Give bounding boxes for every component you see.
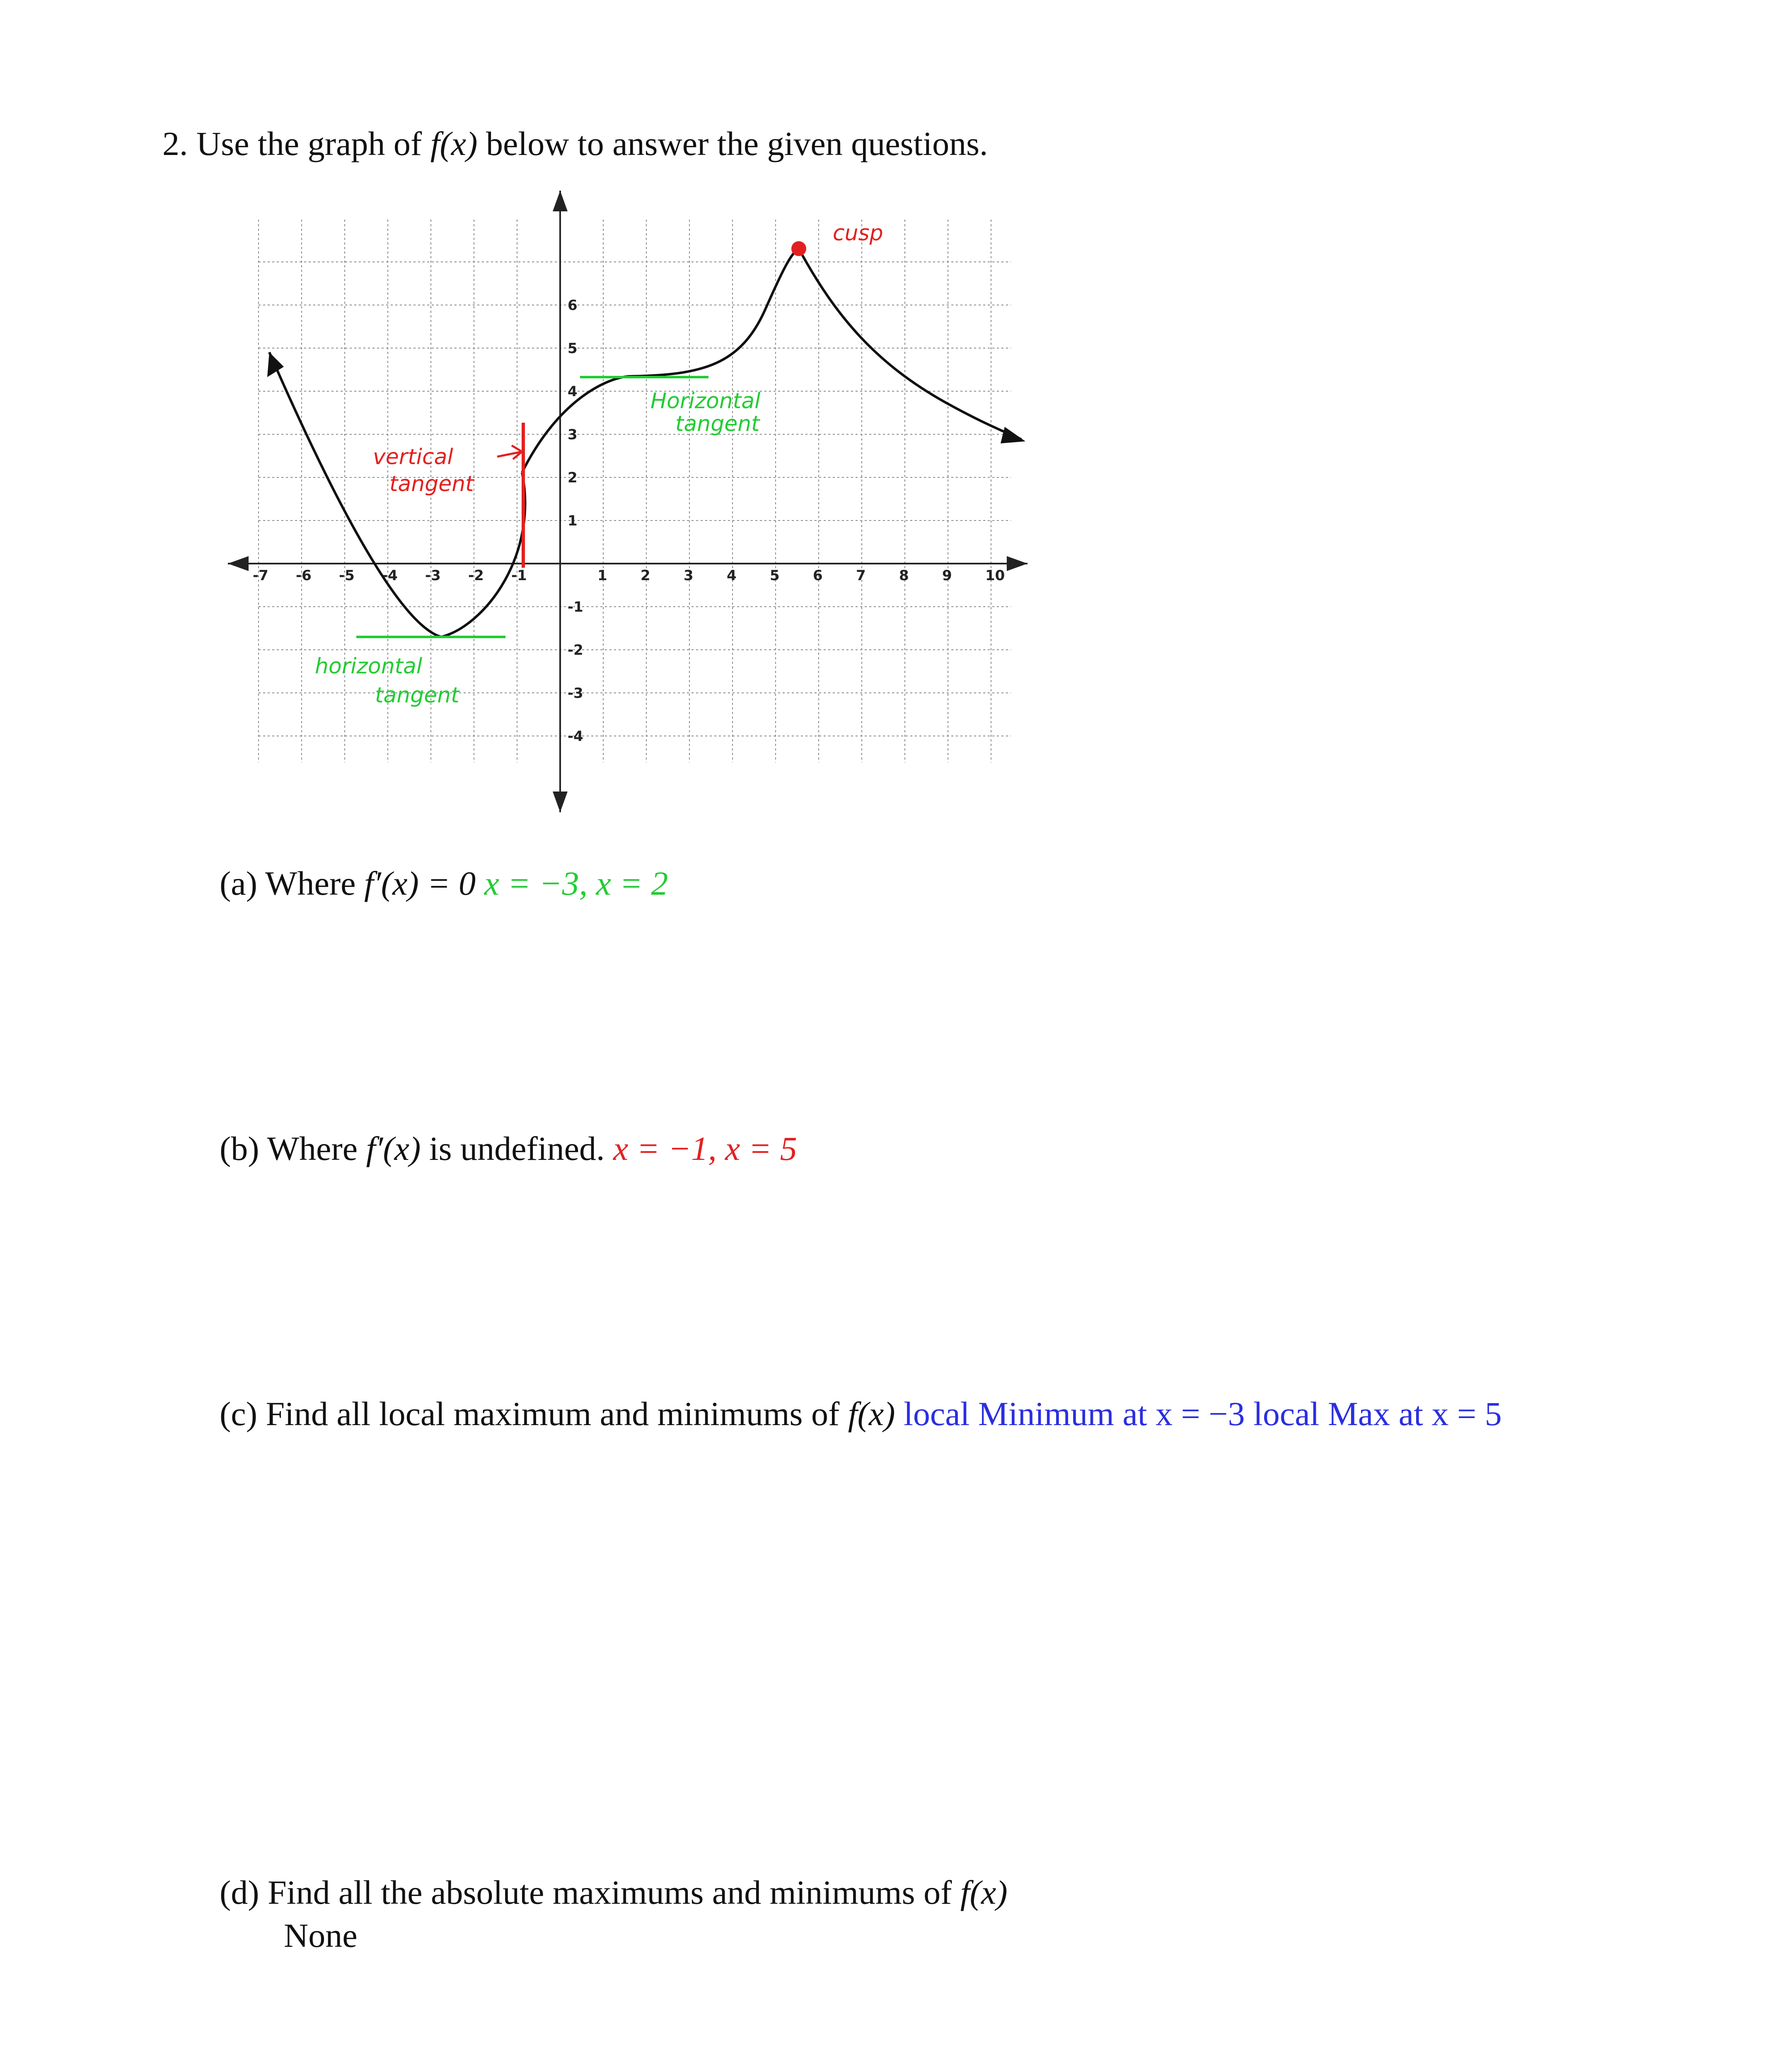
question-d-label: (d) bbox=[220, 1874, 259, 1911]
y-tick-label: 4 bbox=[568, 383, 578, 400]
x-tick-label: -5 bbox=[339, 567, 355, 584]
question-b-text-after: is undefined. bbox=[429, 1130, 605, 1167]
question-a-expr: f′(x) = 0 bbox=[364, 864, 476, 902]
vertical-tangent-label-1: vertical bbox=[373, 445, 453, 470]
question-c-answer: local Minimum at x = −3 local Max at x = 5 bbox=[904, 1395, 1502, 1433]
horizontal-tangent-bottom-label-1: horizontal bbox=[315, 654, 423, 679]
prompt-before: Use the graph of bbox=[196, 125, 422, 162]
question-c-text: Find all local maximum and minimums of bbox=[266, 1395, 840, 1433]
y-tick-label: -4 bbox=[568, 728, 583, 745]
x-tick-label: -4 bbox=[382, 567, 398, 584]
x-axis-right-arrow bbox=[1007, 556, 1027, 571]
prompt-after: below to answer the given questions. bbox=[486, 125, 988, 162]
x-tick-label: -1 bbox=[511, 567, 527, 584]
question-a bbox=[220, 864, 668, 903]
x-tick-label: 9 bbox=[942, 567, 952, 584]
x-tick-label: 8 bbox=[899, 567, 909, 584]
y-tick-label: -2 bbox=[568, 642, 583, 658]
x-tick-label: 10 bbox=[985, 567, 1005, 584]
x-tick-label: -6 bbox=[296, 567, 312, 584]
y-tick-label: -1 bbox=[568, 599, 583, 615]
vertical-tangent-label-2: tangent bbox=[389, 472, 474, 496]
x-tick-label: 7 bbox=[856, 567, 866, 584]
y-axis-up-arrow bbox=[553, 191, 568, 211]
question-b-expr: f′(x) bbox=[366, 1130, 421, 1167]
x-tick-label: -3 bbox=[425, 567, 441, 584]
y-tick-label: 3 bbox=[568, 426, 578, 443]
y-tick-labels bbox=[568, 297, 583, 745]
curve-middle bbox=[522, 249, 799, 472]
y-tick-label: 1 bbox=[568, 513, 578, 529]
question-d bbox=[220, 1871, 1008, 1957]
x-axis-left-arrow bbox=[228, 556, 249, 571]
horizontal-tangent-top-label-2: tangent bbox=[675, 411, 760, 436]
function-graph bbox=[215, 182, 1061, 829]
question-c-label: (c) bbox=[220, 1395, 258, 1433]
question-d-answer: None bbox=[284, 1917, 358, 1954]
question-a-answer: x = −3, x = 2 bbox=[484, 864, 668, 902]
question-b-label: (b) bbox=[220, 1130, 259, 1167]
y-axis bbox=[553, 191, 568, 812]
horizontal-tangent-bottom-label-2: tangent bbox=[375, 683, 459, 708]
function-name: f(x) bbox=[430, 125, 478, 162]
question-c-expr: f(x) bbox=[848, 1395, 895, 1433]
problem-statement bbox=[162, 124, 988, 163]
question-a-label: (a) bbox=[220, 864, 258, 902]
question-b-answer: x = −1, x = 5 bbox=[613, 1130, 797, 1167]
curve-right-arm bbox=[799, 249, 1021, 439]
curve-left-arrow bbox=[267, 352, 284, 377]
graph-grid bbox=[259, 220, 1011, 762]
cusp-dot bbox=[791, 241, 806, 256]
y-tick-label: 6 bbox=[568, 297, 578, 314]
y-tick-label: -3 bbox=[568, 685, 583, 702]
cusp-label: cusp bbox=[833, 221, 883, 246]
question-a-text: Where bbox=[265, 864, 356, 902]
y-axis-down-arrow bbox=[553, 792, 568, 812]
question-b-text: Where bbox=[267, 1130, 358, 1167]
y-tick-label: 5 bbox=[568, 340, 578, 357]
question-c bbox=[220, 1394, 1502, 1433]
curve-right-arrow bbox=[1001, 427, 1025, 443]
x-tick-label: 1 bbox=[597, 567, 607, 584]
x-tick-label: 2 bbox=[641, 567, 650, 584]
x-tick-labels bbox=[253, 567, 1005, 584]
question-b bbox=[220, 1129, 797, 1168]
x-tick-label: 4 bbox=[727, 567, 737, 584]
vertical-tangent-arrow bbox=[497, 445, 522, 459]
y-tick-label: 2 bbox=[568, 470, 578, 486]
question-d-text: Find all the absolute maximums and minimums of bbox=[268, 1874, 952, 1911]
horizontal-tangent-top-label-1: Horizontal bbox=[650, 389, 761, 414]
x-tick-label: 6 bbox=[813, 567, 823, 584]
x-tick-label: 5 bbox=[770, 567, 780, 584]
problem-number: 2. bbox=[162, 125, 188, 162]
question-d-expr: f(x) bbox=[960, 1874, 1008, 1911]
x-tick-label: 3 bbox=[684, 567, 694, 584]
x-tick-label: -2 bbox=[468, 567, 484, 584]
x-tick-label: -7 bbox=[253, 567, 268, 584]
